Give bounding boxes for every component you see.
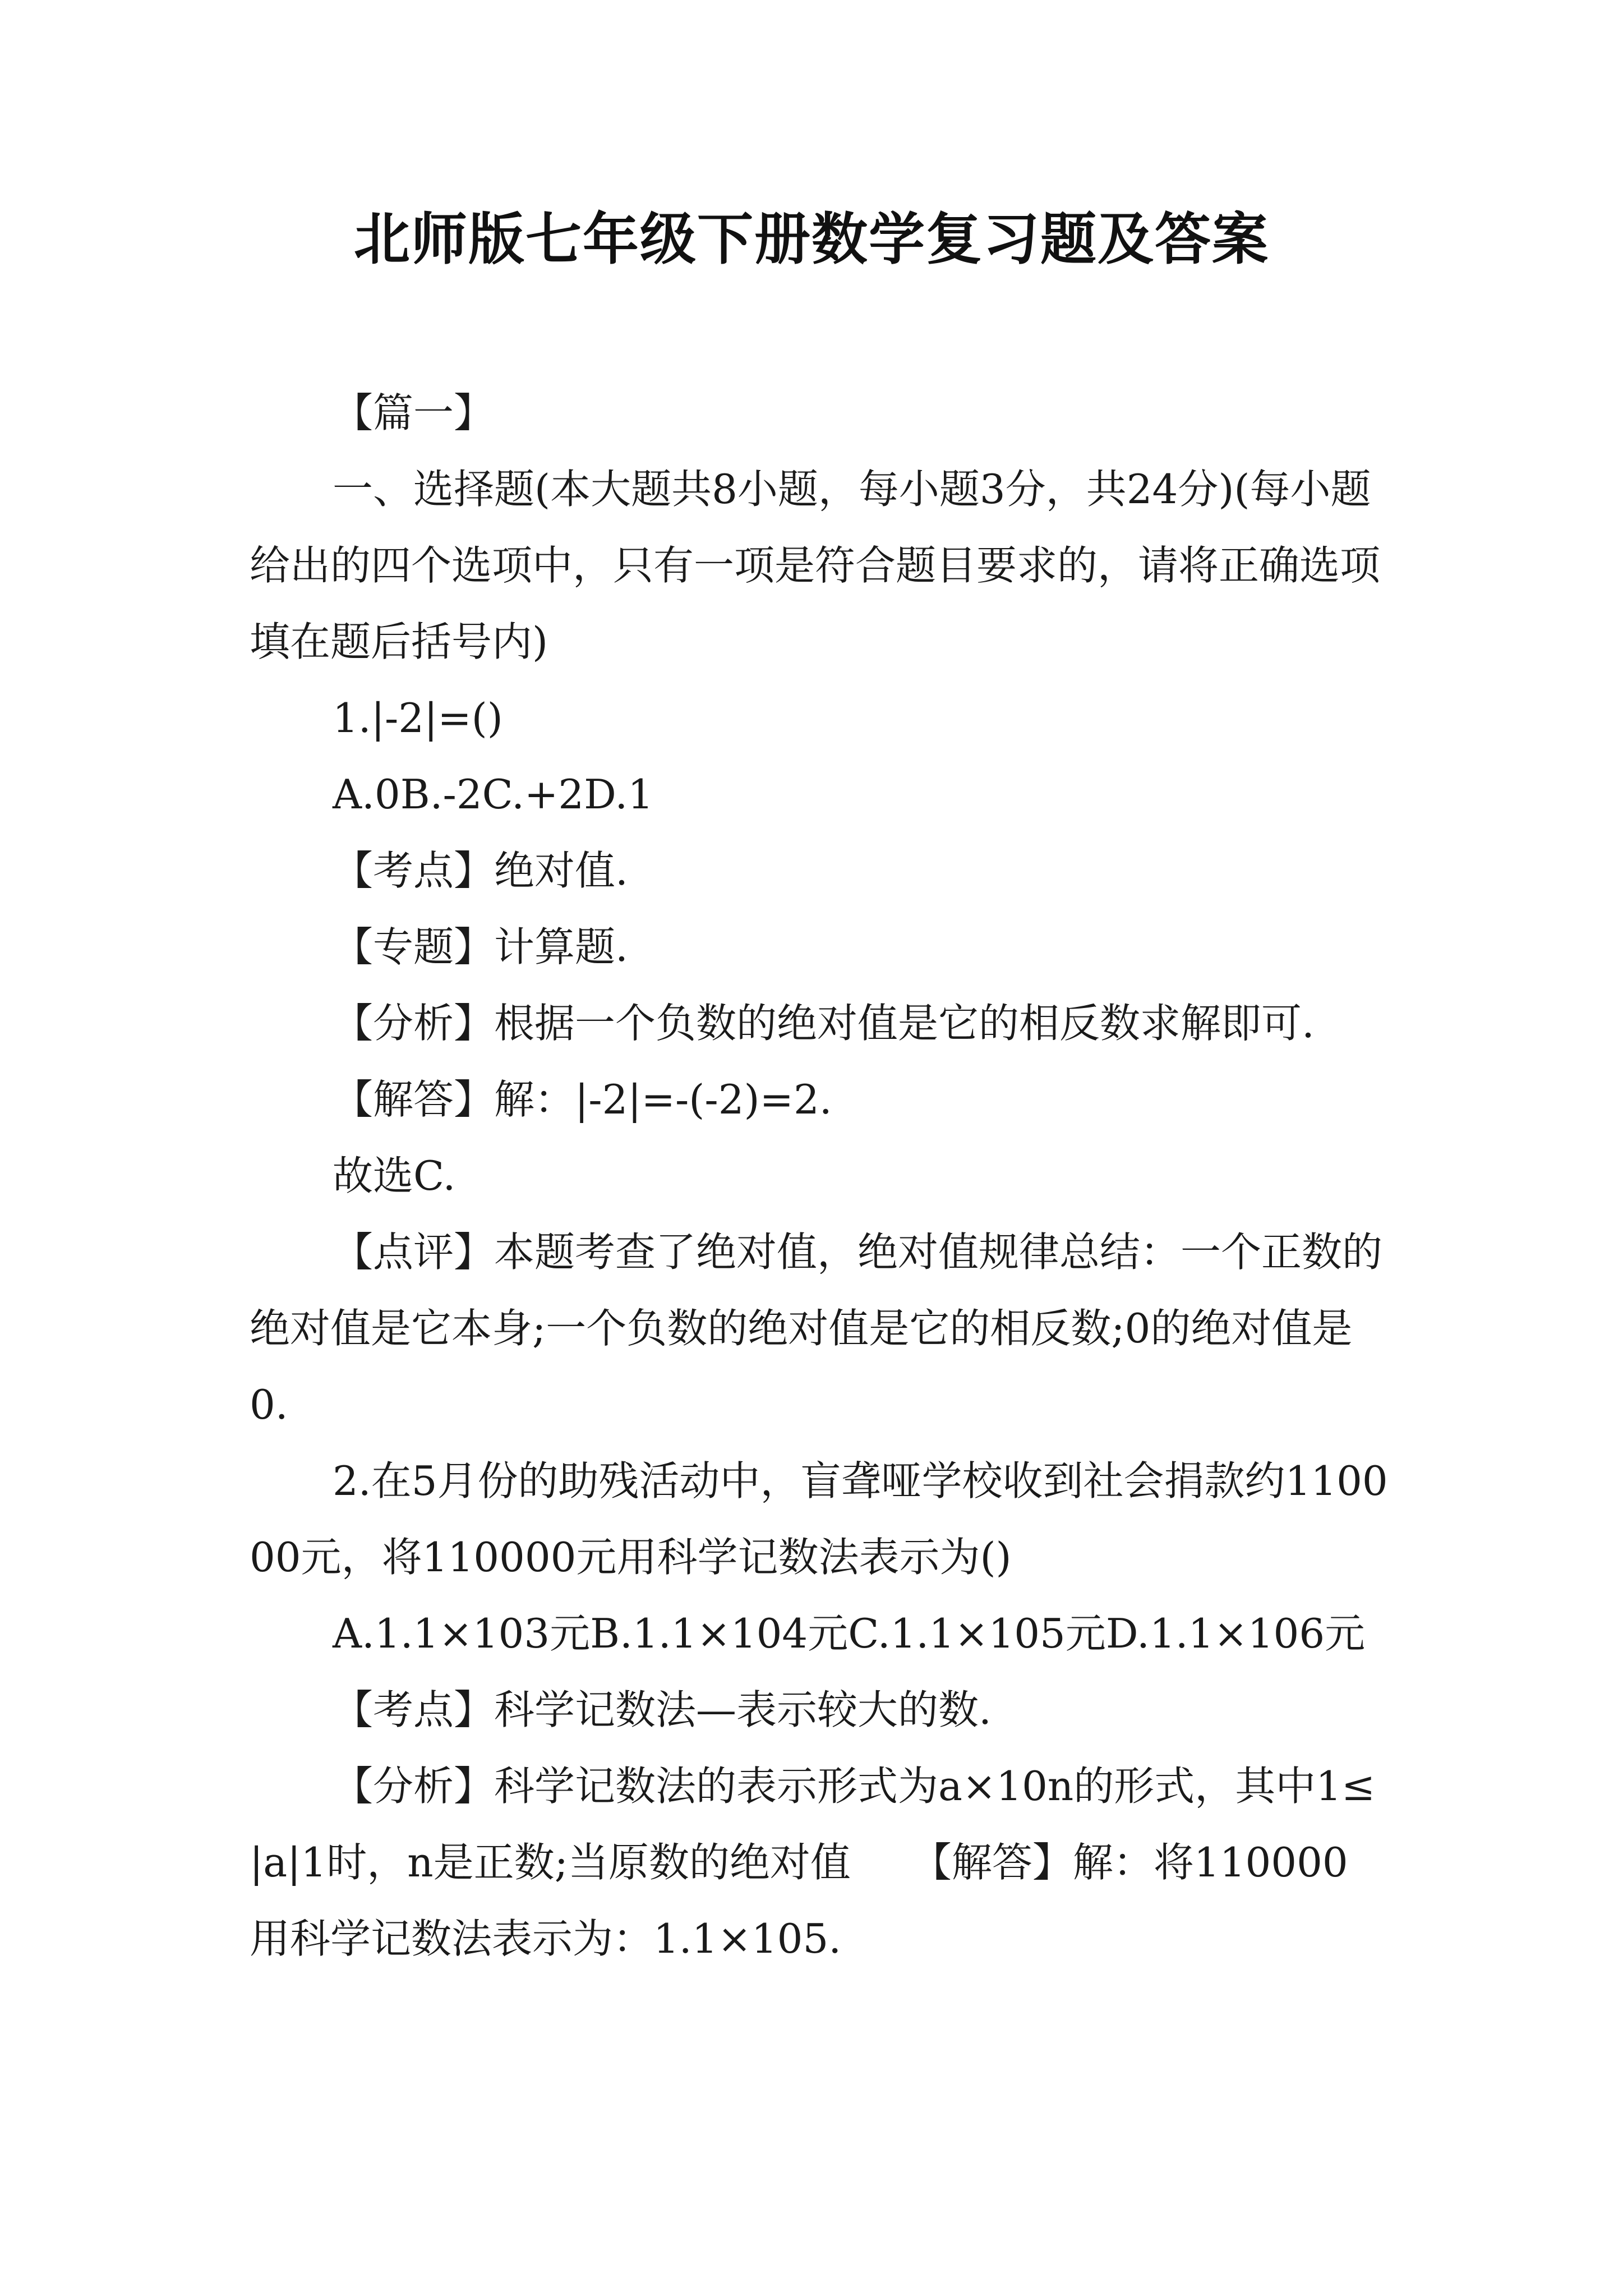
document-body [250, 375, 1388, 1977]
question-2-options: A.1.1×103元B.1.1×104元C.1.1×105元D.1.1×106元 [333, 1610, 1366, 1657]
comment: 【点评】本题考查了绝对值，绝对值规律总结：一个正数的绝对值是它本身;一个负数的绝对值是它的相反数;0的绝对值是0. [250, 1228, 1383, 1428]
answer: 故选C. [333, 1152, 456, 1199]
analysis: 【分析】科学记数法的表示形式为a×10n的形式，其中1≤|a|1时，n是正数;当原数的绝对值 【解答】解：将110000用科学记数法表示为：1.1×105. [250, 1763, 1376, 1962]
solution: 【解答】解：|-2|=-(-2)=2. [333, 1076, 832, 1123]
question-1: 1.|-2|=() [333, 694, 503, 742]
question-2: 2.在5月份的助残活动中，盲聋哑学校收到社会捐款约110000元，将110000元用科学记数法表示为() [250, 1457, 1388, 1581]
analysis: 【分析】根据一个负数的绝对值是它的相反数求解即可. [333, 1000, 1315, 1047]
paragraph: 一、选择题(本大题共8小题，每小题3分，共24分)(每小题给出的四个选项中，只有一项是符合题目要求的，请将正确选项填在题后括号内) [250, 466, 1381, 665]
question-1-options: A.0B.-2C.+2D.1 [333, 771, 654, 818]
topic: 【专题】计算题. [333, 923, 628, 970]
key-point: 【考点】绝对值. [333, 847, 628, 894]
key-point: 【考点】科学记数法—表示较大的数. [333, 1686, 992, 1733]
document-title: 北师版七年级下册数学复习题及答案 [354, 206, 1269, 272]
section-heading: 【篇一】 [333, 389, 495, 436]
